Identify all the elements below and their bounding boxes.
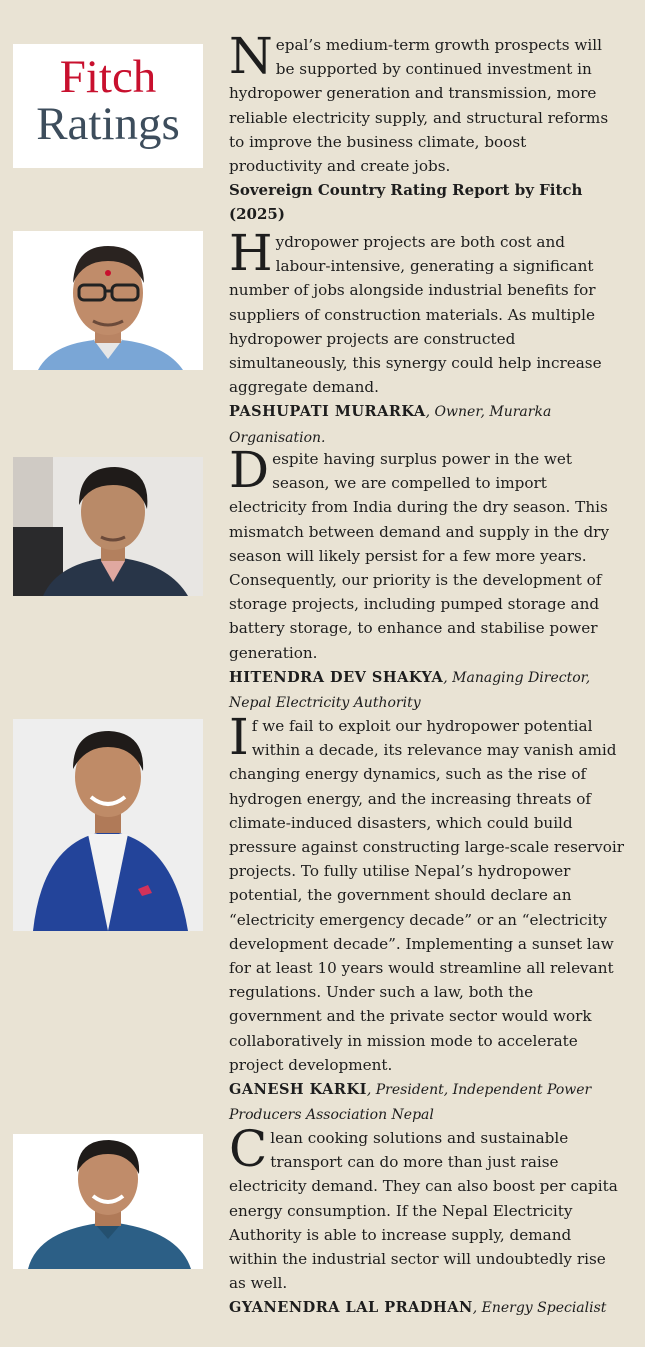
speaker-role: , Owner, Murarka Organisation. bbox=[229, 404, 552, 446]
quote-text: f we fail to exploit our hydropower potential within a decade, its relevance may vanish amid changing energy dynamics, such as the rise of hydrogen energy, and the increasing threats of climate-induced disasters, which could build pressure against constructing large-scale reservoir projects. To fully utilise Nepal’s hydropower potential, the government should declare an “electricity emergency decade” or an “electricity development decade”. Implementing a sunset law for at least 10 years would streamline all relevant regulations. Under such a law, both the government and the private sector would work collaboratively in mission mode to accelerate project development. bbox=[229, 717, 624, 1074]
speaker-role: , President, Independent Power Producers Association Nepal bbox=[229, 1082, 592, 1124]
quote-block-ganesh-karki bbox=[229, 708, 624, 1127]
quote-text: epal’s medium-term growth prospects will be supported by continued investment in hydropower generation and transmission, more reliable electricity supply, and structural reforms to improve the business climate, boost productivity and create jobs. bbox=[229, 36, 609, 176]
quote-text: lean cooking solutions and sustainable transport can do more than just raise electricity demand. They can also boost per capita energy consumption. If the Nepal Electricity Authority is able to increase supply, demand within the industrial sector will undoubtedly rise as well. bbox=[229, 1129, 618, 1293]
quote-block-pashupati-murarka bbox=[229, 224, 624, 450]
quote-text: ydropower projects are both cost and labour-intensive, generating a significant number of jobs alongside industrial benefits for suppliers of construction materials. As multiple hydropower projects are constructed simultaneously, this synergy could help increase aggregate demand. bbox=[229, 233, 602, 397]
speaker-name: PASHUPATI MURARKA bbox=[229, 403, 426, 421]
quote-block-hitendra-dev-shakya bbox=[229, 441, 624, 715]
quote-source: Sovereign Country Rating Report by Fitch (2025) bbox=[229, 181, 583, 224]
quote-block-fitch bbox=[229, 27, 624, 227]
dropcap: H bbox=[229, 224, 273, 282]
speaker-role: , Energy Specialist bbox=[472, 1300, 607, 1317]
speaker-name: GANESH KARKI bbox=[229, 1081, 367, 1099]
portrait-pashupati-murarka bbox=[13, 231, 203, 370]
quote-text: espite having surplus power in the wet season, we are compelled to import electricity from India during the dry season. This mismatch between demand and supply in the dry season will likely persist for a few more years. Consequently, our priority is the development of storage projects, including pumped storage and battery storage, to enhance and stabilise power generation. bbox=[229, 450, 610, 662]
dropcap: I bbox=[229, 708, 249, 766]
logo-line-1: Fitch bbox=[59, 51, 157, 103]
logo-line-2: Ratings bbox=[36, 98, 180, 150]
attribution bbox=[229, 1295, 624, 1320]
portrait-ganesh-karki bbox=[13, 719, 203, 931]
dropcap: C bbox=[229, 1120, 268, 1178]
dropcap: N bbox=[229, 27, 273, 85]
attribution bbox=[229, 665, 624, 715]
quote-block-gyanendra-lal-pradhan bbox=[229, 1120, 624, 1321]
attribution bbox=[229, 399, 624, 449]
portrait-gyanendra-lal-pradhan bbox=[13, 1134, 203, 1269]
speaker-role: , Managing Director, Nepal Electricity Authority bbox=[229, 669, 591, 712]
fitch-ratings-logo bbox=[13, 44, 203, 168]
speaker-name: GYANENDRA LAL PRADHAN bbox=[229, 1299, 473, 1317]
attribution bbox=[229, 1077, 624, 1127]
dropcap: D bbox=[229, 441, 270, 499]
portrait-hitendra-dev-shakya bbox=[13, 457, 203, 596]
speaker-name: HITENDRA DEV SHAKYA bbox=[229, 668, 444, 686]
